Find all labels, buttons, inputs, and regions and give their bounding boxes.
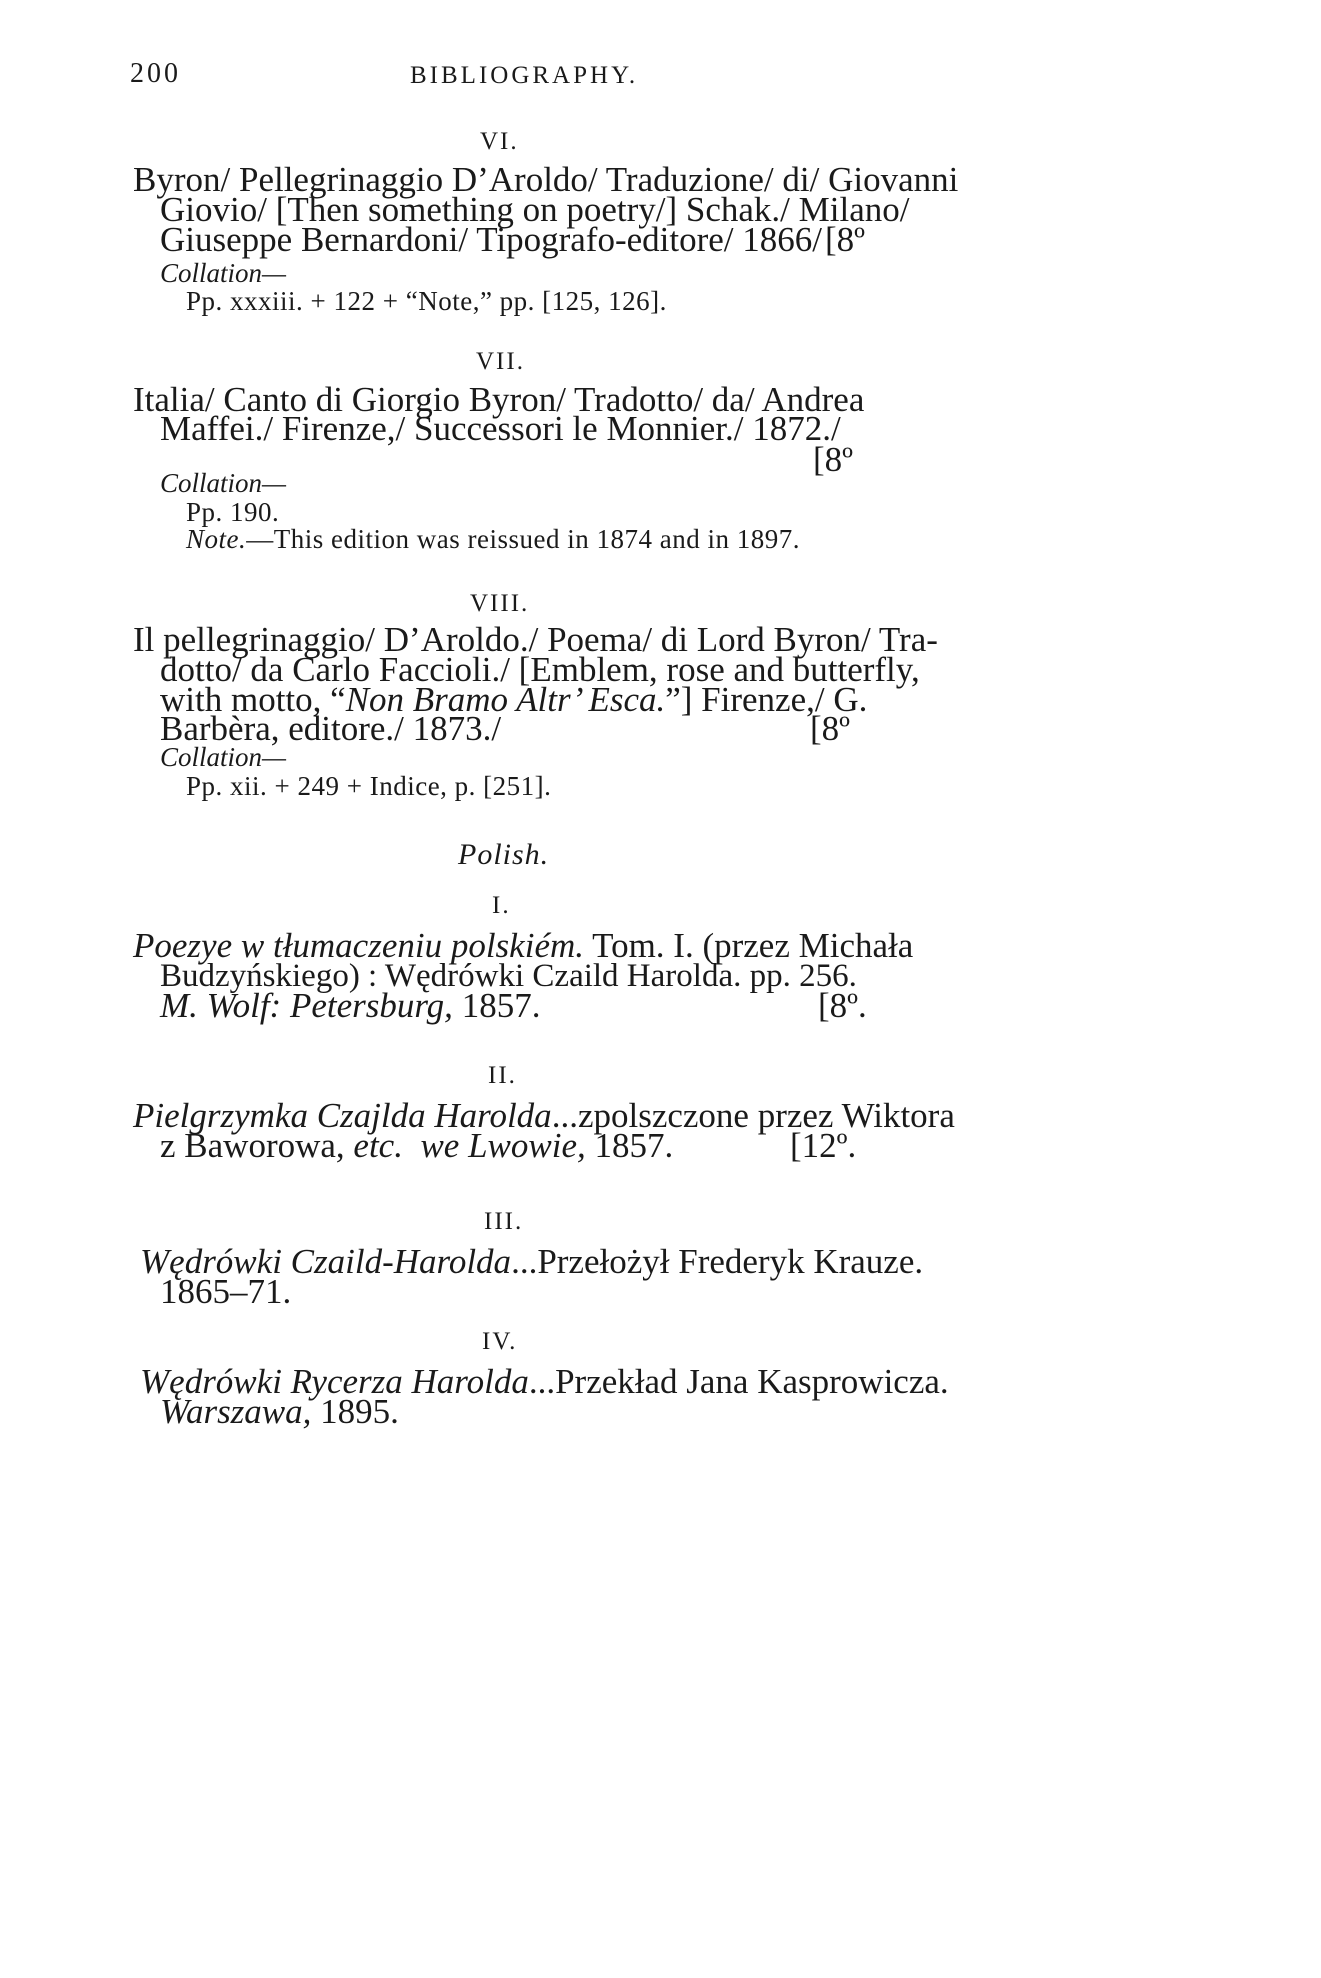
format-mark: [8º. [818, 986, 867, 1025]
year: 1895. [311, 1392, 399, 1431]
entry-line [160, 1394, 399, 1430]
entry-title: Pielgrzymka Czajlda Harolda [133, 1096, 552, 1135]
entry-numeral: IV. [482, 1328, 518, 1355]
entry-line: Giuseppe Bernardoni/ Tipografo-editore/ 1866/ [160, 220, 822, 259]
entry-line [160, 988, 540, 1024]
collation-label: Collation— [160, 742, 287, 772]
imprint-text: z Baworowa, [160, 1126, 354, 1165]
entry-text: Tom. I. (przez Michała [584, 926, 914, 965]
entry-text: ...zpolszczone przez Wiktora [551, 1096, 955, 1135]
entry-numeral: III. [484, 1208, 524, 1235]
entry-numeral: VI. [480, 128, 519, 155]
entry-line: dotto/ da Carlo Faccioli./ [Emblem, rose and butterfly, [160, 650, 920, 689]
page-number: 200 [130, 58, 181, 89]
running-title: BIBLIOGRAPHY. [410, 62, 639, 89]
entry-line: Budzyńskiego) : Wędrówki Czaild Harolda. pp. 256. [160, 958, 857, 994]
motto-prefix: with motto, “ [160, 680, 346, 719]
entry-line: Byron/ Pellegrinaggio D’Aroldo/ Traduzione/ di/ Giovanni [133, 160, 959, 199]
imprint-etc: etc. [353, 1126, 403, 1165]
section-heading: Polish. [458, 838, 550, 871]
entry-title: Wędrówki Rycerza Harolda [140, 1362, 529, 1401]
publisher: M. Wolf: Petersburg, [160, 986, 453, 1025]
entry-line: Il pellegrinaggio/ D’Aroldo./ Poema/ di Lord Byron/ Tra- [133, 620, 938, 659]
collation-label: Collation— [160, 258, 287, 288]
note-label: Note. [186, 524, 247, 554]
format-mark: [8º [810, 709, 851, 748]
note-line [186, 524, 800, 555]
place: Warszawa, [160, 1392, 312, 1431]
collation-text: Pp. xii. + 249 + Indice, p. [251]. [186, 771, 552, 801]
entry-title: Poezye w tłumaczeniu polskiém. [133, 926, 585, 965]
year: 1857. [585, 1126, 674, 1165]
entry-line: 1865–71. [160, 1272, 292, 1311]
motto-suffix: ”] Firenze,/ G. [665, 680, 868, 719]
entry-numeral: VII. [476, 348, 525, 375]
motto-text: Non Bramo Altr’ Esca. [345, 680, 666, 719]
entry-line: Italia/ Canto di Giorgio Byron/ Tradotto/ da/ Andrea [133, 380, 865, 419]
entry-line [160, 1128, 673, 1164]
format-mark: [12º. [790, 1126, 857, 1165]
entry-line: Barbèra, editore./ 1873./ [160, 709, 502, 748]
year: 1857. [452, 986, 541, 1025]
entry-line: Giovio/ [Then something on poetry/] Schak./ Milano/ [160, 190, 910, 229]
entry-title: Wędrówki Czaild-Harolda [140, 1242, 512, 1281]
entry-numeral: VIII. [470, 590, 530, 617]
format-mark: [8º [813, 440, 854, 479]
format-mark: [8º [825, 220, 866, 259]
note-text: —This edition was reissued in 1874 and in 1897. [246, 524, 800, 554]
collation-text: Pp. 190. [186, 497, 280, 527]
entry-line: Maffei./ Firenze,/ Successori le Monnier./ 1872./ [160, 409, 841, 448]
imprint-space [403, 1126, 421, 1165]
collation-text: Pp. xxxiii. + 122 + “Note,” pp. [125, 126]. [186, 286, 667, 316]
entry-text: ...Przełożył Frederyk Krauze. [511, 1242, 924, 1281]
collation-label: Collation— [160, 468, 287, 498]
imprint-place: we Lwowie, [420, 1126, 586, 1165]
entry-text: ...Przekład Jana Kasprowicza. [528, 1362, 949, 1401]
entry-numeral: I. [492, 892, 511, 919]
entry-numeral: II. [488, 1062, 517, 1089]
